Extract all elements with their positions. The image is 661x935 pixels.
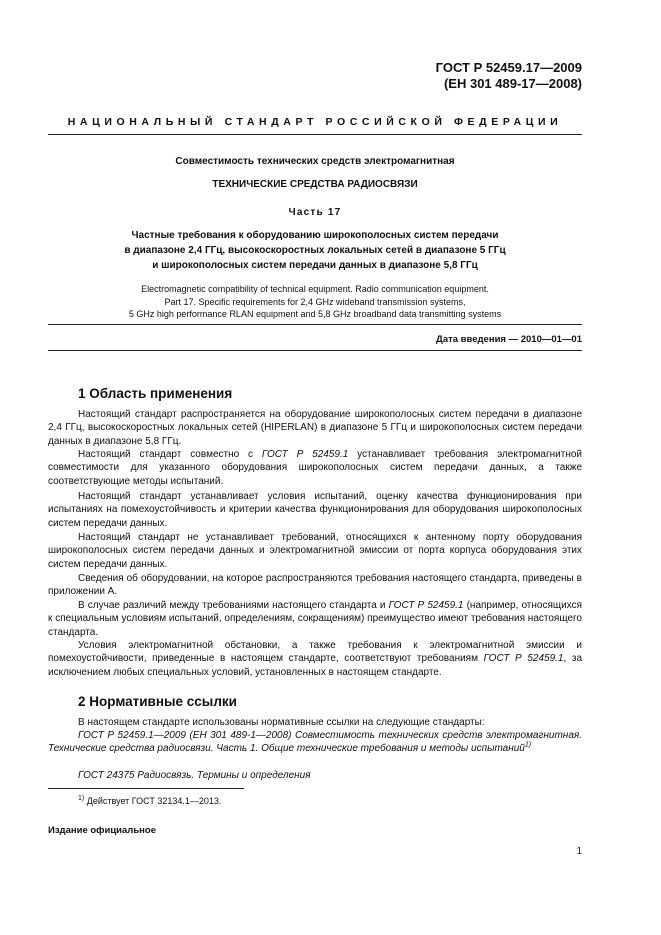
normative-reference: [48, 729, 582, 756]
document-code-line2: (ЕН 301 489-17—2008): [443, 76, 582, 91]
paragraph: Настоящий стандарт устанавливает условия испытаний, оценку качества функционирования при испытаниях на помехоустойчивость и критерии качества функционирования для оборудования широкополосных систем передачи данных.: [48, 491, 582, 529]
paragraph-text: устанавливает требования электромагнитной совместимости для указанного оборудования широкополосных систем передачи данных, а также соответствующие методы испытаний.: [48, 449, 582, 487]
english-title-line: 5 GHz high performance RLAN equipment and 5,8 GHz broadband data transmitting systems: [128, 309, 502, 319]
document-code: [436, 60, 582, 92]
paragraph-text: В случае различий между требованиями настоящего стандарта и: [78, 600, 389, 611]
section-title: 2 Нормативные ссылки: [78, 694, 237, 709]
paragraph-text: , за исключением любых специальных условий, установленных в настоящем стандарте.: [48, 653, 583, 678]
english-title-line: Electromagnetic compatibility of technical equipment. Radio communication equipment.: [141, 284, 489, 294]
english-title-line: Part 17. Specific requirements for 2,4 GHz wideband transmission systems,: [164, 296, 466, 307]
title-line2: ТЕХНИЧЕСКИЕ СРЕДСТВА РАДИОСВЯЗИ: [212, 179, 418, 190]
introduction-date: Дата введения — 2010—01—01: [436, 334, 582, 345]
footnote-marker: 1): [524, 741, 532, 749]
normative-reference: ГОСТ 24375 Радиосвязь. Термины и определения: [78, 770, 311, 781]
paragraph-text: Настоящий стандарт совместно с: [78, 449, 262, 460]
subtitle-line: и широкополосных систем передачи данных в диапазоне 5,8 ГГц: [152, 260, 478, 271]
paragraph: [48, 639, 582, 679]
paragraph-text: (например, относящихся к специальным условиям испытаний, определениям, сокращениям) преимущество имеют требования настоящего стандарта.: [48, 600, 582, 638]
footnote-text: Действует ГОСТ 32134.1—2013.: [84, 796, 222, 806]
standard-reference: ГОСТ Р 52459.1: [261, 449, 349, 460]
paragraph: Настоящий стандарт не устанавливает требований, относящихся к антенному порту оборудования широкополосных систем передачи данных и электромагнитной эмиссии от порта корпуса оборудования этих систем передачи данных.: [48, 532, 582, 570]
date-divider: [48, 350, 582, 351]
heading-divider-top: [48, 134, 582, 135]
references-intro: В настоящем стандарте использованы нормативные ссылки на следующие стандарты:: [78, 717, 485, 728]
english-title: [48, 283, 582, 321]
footnote-mark: 1): [78, 795, 85, 802]
subtitle: [48, 228, 582, 273]
edition-label: Издание официальное: [48, 825, 156, 836]
paragraph: Настоящий стандарт распространяется на оборудование широкополосных систем передачи в диапазоне 2,4 ГГц, высокоскоростных локальных сетей (HIPERLAN) в диапазоне 5 ГГц и широкополосных систем передачи данных в диапазоне 5,8 ГГц.: [48, 409, 582, 447]
subtitle-line: Частные требования к оборудованию широкополосных систем передачи: [131, 230, 499, 241]
heading-divider-bottom: [48, 324, 582, 325]
footnote: [78, 796, 221, 806]
page-number: 1: [576, 846, 582, 857]
part-number: Часть 17: [288, 207, 342, 218]
section-title: 1 Область применения: [78, 386, 233, 401]
footnote-divider: [48, 788, 244, 789]
title-line1: Совместимость технических средств электромагнитная: [175, 156, 455, 167]
standard-reference: ГОСТ Р 52459.1: [483, 653, 564, 665]
reference-text: ГОСТ Р 52459.1—2009 (ЕН 301 489-1—2008) Совместимость технических средств электромагнитная. Технические средства радиосвязи. Часть 1. Общие технические требования и методы испытаний: [48, 730, 582, 755]
paragraph-text: Условия электромагнитной обстановки, а также требования к электромагнитной эмиссии и помехоустойчивости, приведенные в настоящем стандарте, соответствуют требованиям: [48, 640, 582, 665]
standard-reference: ГОСТ Р 52459.1: [388, 600, 464, 611]
national-standard-heading: НАЦИОНАЛЬНЫЙ СТАНДАРТ РОССИЙСКОЙ ФЕДЕРАЦИИ: [67, 116, 563, 128]
document-code-line1: ГОСТ Р 52459.17—2009: [435, 60, 582, 75]
subtitle-line: в диапазоне 2,4 ГГц, высокоскоростных локальных сетей в диапазоне 5 ГГц: [124, 245, 506, 256]
paragraph: Сведения об оборудовании, на которое распространяются требования настоящего стандарта, приведены в приложении А.: [48, 573, 582, 598]
paragraph: [48, 599, 582, 639]
paragraph: [48, 448, 582, 488]
